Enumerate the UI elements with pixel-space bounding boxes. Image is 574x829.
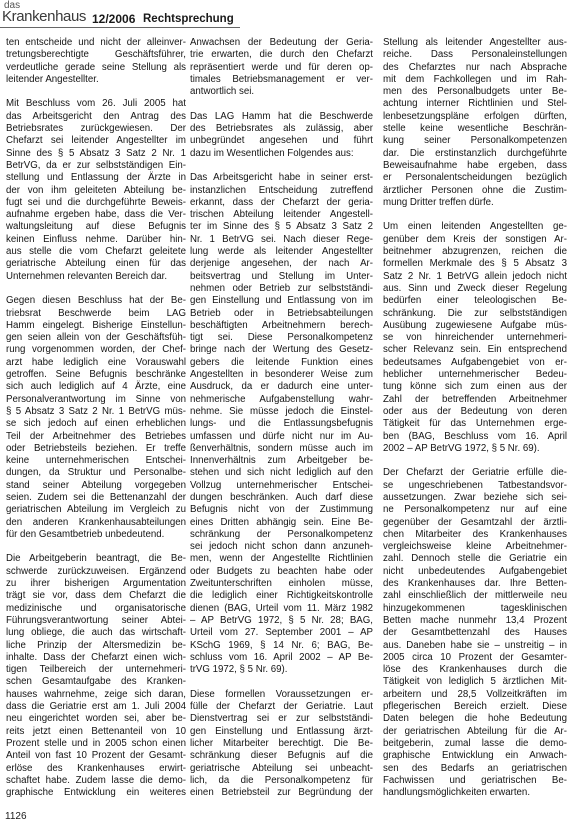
text-line: des Krankenhauses dar. Ihre Betten- (383, 578, 567, 590)
paragraph (6, 553, 186, 799)
text-line: der Gesamtbettenzahl des Hauses (383, 627, 567, 639)
text-line: Hamm eingelegt. Bisherige Einstellun- (6, 319, 186, 331)
text-line: Daten belegen die hohe Bedeutung (383, 713, 567, 725)
text-line: stand seiner Abteilung vorgegeben (6, 479, 186, 491)
text-line: lung obliege, die auch das wirtschaft- (6, 627, 186, 639)
text-line: beschäftigten Arbeitnehmern berech- (190, 319, 373, 331)
text-line: aus stelle die vom Chefarzt geleitete (6, 246, 186, 258)
text-line: verdeutliche gerade seine Stellung als (6, 61, 186, 73)
text-line: hauses wahrnehme, zeige sich daran, (6, 688, 186, 700)
text-line: einen Betriebsteil zur Begründung der (190, 787, 373, 799)
text-line: dass die Geriatrie erst am 1. Juli 2004 (6, 701, 186, 713)
text-line: tretungsberechtigte Geschäftsführer, (6, 49, 186, 61)
text-line: beitsvertrag und Stellung im Unter- (190, 270, 373, 282)
text-line: Anteil von fast 10 Prozent der Gesamt- (6, 750, 186, 762)
text-line: BetrVG, da er zur selbstständigen Ein- (6, 159, 186, 171)
text-line: gen seien allein von der Geschäftsfüh- (6, 332, 186, 344)
text-line: des Chefarztes nur nach Absprache (383, 61, 567, 73)
text-line: Die Arbeitgeberin beantragt, die Be- (6, 553, 186, 565)
text-line: schwerde zurückzuweisen. Ergänzend (6, 565, 186, 577)
text-line: heblicher unternehmerischer Bedeu- (383, 369, 567, 381)
text-line: des Betriebsrates als zulässig, aber (190, 123, 373, 135)
text-line: löse des Krankenhauses durch die (383, 664, 567, 676)
text-line: Ausdruck, da er dadurch eine unter- (190, 381, 373, 393)
text-line: ärztlicher Personen ohne die Zustim- (383, 184, 567, 196)
issue-number: 12/2006 (92, 12, 136, 26)
text-line: zu ihrer bisherigen Argumentation (6, 578, 186, 590)
text-line: trägt sie vor, dass dem Chefarzt die (6, 590, 186, 602)
text-line: nicht unbedeutendes Aufgabengebiet (383, 565, 567, 577)
text-line: schränkung. Die zur selbstständigen (383, 307, 567, 319)
text-line: dienen (BAG, Urteil vom 11. März 1982 (190, 602, 373, 614)
text-line: Unternehmen relevanten Bereich dar. (6, 270, 168, 282)
text-line: se von hinreichender unternehmeri- (383, 332, 567, 344)
text-line: stehen und sich nicht lediglich auf den (190, 467, 373, 479)
paragraph (6, 98, 186, 282)
text-line: Stellung als leitender Angestellter aus- (383, 37, 567, 48)
paragraph (190, 689, 373, 800)
text-line: der von ihm geleiteten Abteilung be- (6, 184, 186, 196)
text-line: gegenüber der Gesamtzahl der ärztli- (383, 516, 567, 528)
paragraph (6, 295, 186, 541)
paragraph (383, 467, 567, 799)
text-line: seien. Zudem sei die Bettenanzahl der (6, 491, 186, 503)
text-line: aufnahme ergeben habe, dass die Ver- (6, 209, 186, 221)
text-line: trie erwarten, die durch den Chefarzt (190, 49, 373, 61)
text-line: trischen Abteilung leitender Angestell- (190, 209, 373, 221)
text-line: mung Dritter treffen dürfe. (383, 196, 494, 208)
text-line: Zweitunterschriften einholen müsse, (190, 578, 373, 590)
text-line: keinen Einfluss nehme. Darüber hin- (6, 233, 186, 245)
text-line: Personalverantwortung im Sinne von (6, 393, 186, 405)
text-line: rung vorgenommen worden, der Chef- (6, 344, 186, 356)
text-line: hinzugekommenen tagesklinischen (383, 602, 567, 614)
text-line: trVG 1972, § 5 Nr. 69). (190, 664, 288, 676)
text-line: dungen, da Struktur und Personalbe- (6, 467, 186, 479)
header-rule (0, 27, 240, 28)
text-line: Nr. 1 BetrVG sei. Nach dieser Rege- (190, 233, 373, 245)
text-line: se sich jedoch auf einen erheblichen (6, 418, 186, 430)
text-line: arbeitern und 28,5 Vollzeitkräften im (383, 688, 567, 700)
text-column-2 (190, 37, 373, 799)
text-line: Prozent stelle und in 2005 schon einen (6, 737, 186, 749)
text-line: licher Mitarbeiter berechtigt. Die Be- (190, 737, 373, 749)
text-line: geriatrische Abteilung einen für das (6, 258, 186, 270)
text-line: triebsrat Beschwerde beim LAG (6, 307, 186, 319)
text-line: achtung interner Richtlinien und Stel- (383, 98, 567, 110)
text-line: umfassen und dürfe nicht nur im Au- (190, 430, 373, 442)
text-line: chen Mitarbeiter des Krankenhauses (383, 528, 567, 540)
text-line: graphische Entwicklung ein Anwach- (383, 750, 567, 762)
text-line: bedeutsames Aufgabengebiet von er- (383, 356, 567, 368)
text-line: aus. Sinn und Zweck dieser Regelung (383, 282, 567, 294)
text-line: dar. Die erstinstanzlich durchgeführte (383, 147, 567, 159)
text-line: Vollzug unternehmerischer Entschei- (190, 479, 373, 491)
text-line: keine unternehmerischen Entschei- (6, 455, 186, 467)
text-line: getroffen. Seine Befugnis beschränke (6, 369, 186, 381)
text-line: Beweisaufnahme habe ergeben, dass (383, 159, 567, 171)
text-line: 2005 circa 10 Prozent der Gesamter- (383, 651, 567, 663)
text-line: zahl. Dennoch stelle die Geriatrie ein (383, 553, 567, 565)
page-number: 1126 (5, 811, 27, 822)
text-line: nehmerische Aufgabenstellung wahr- (190, 393, 373, 405)
text-line: beitgeberin, zumal lasse die demo- (383, 737, 567, 749)
text-line: dungen beschränken. Auch darf diese (190, 491, 373, 503)
text-line: fülle der Chefarzt der Geriatrie. Laut (190, 701, 373, 713)
text-line: tigt sei. Diese Personalkompetenz (190, 332, 373, 344)
text-line: Betten mache nunmehr 13,4 Prozent (383, 614, 567, 626)
text-line: bringe nach der Wertung des Gesetz- (190, 344, 373, 356)
text-line: Das Arbeitsgericht habe in seiner erst- (190, 172, 373, 184)
text-line: handlungsmöglichkeiten erwarten. (383, 787, 531, 799)
text-line: Anwachsen der Bedeutung der Geria- (190, 37, 373, 48)
section-title: Rechtsprechung (143, 13, 234, 25)
text-line: formellen Merkmale des § 5 Absatz 3 (383, 258, 567, 270)
text-line: reiche. Dass Personaleinstellungen (383, 49, 567, 61)
text-line: die lediglich einer Richtigkeitskontrolle (190, 590, 373, 602)
text-line: Diese formellen Voraussetzungen er- (190, 688, 373, 700)
text-line: Fachwissen und geriatrischen Be- (383, 774, 567, 786)
text-line: timales Betriebsmanagement er ver- (190, 73, 373, 85)
text-line: § 5 Absatz 3 Satz 2 Nr. 1 BetrVG müs- (6, 405, 186, 417)
text-line: 2002 – AP BetrVG 1972, § 5 Nr. 69). (383, 442, 540, 454)
text-line: Betriebsrates zurückgewiesen. Der (6, 123, 186, 135)
text-line: antwortlich sei. (190, 86, 255, 98)
text-column-1 (6, 37, 186, 799)
text-line: lenbesetzungspläne erfolgen dürften, (383, 110, 567, 122)
text-line: gen Einstellung und Entlassung ärzt- (190, 725, 373, 737)
text-line: stelle keine wesentliche Beschrän- (383, 123, 567, 135)
text-line: Teil der Arbeitnehmer des Betriebes (6, 430, 186, 442)
text-line: medizinische und organisatorische (6, 602, 186, 614)
text-line: Zahl der betreffenden Arbeitnehmer (383, 393, 567, 405)
text-line: arzt habe lediglich eine Vorauswahl (6, 356, 186, 368)
text-line: aussetzungen. Zwar beziehe sich sei- (383, 491, 567, 503)
text-line: ßenverhältnis, sondern müsse auch im (190, 442, 373, 454)
text-line: Dienstvertrag sei er zur selbstständi- (190, 713, 373, 725)
text-line: lungs- und die Entlassungsbefugnis (190, 418, 373, 430)
text-line: tung könne sich zum einen aus der (383, 381, 567, 393)
paragraph (190, 37, 373, 98)
text-line: lich, da die Personalkompetenz für (190, 774, 373, 786)
text-line: Befugnis nicht von der Zustimmung (190, 504, 373, 516)
text-line: Mit Beschluss vom 26. Juli 2005 hat (6, 98, 186, 110)
text-line: sei jedoch nicht schon dann anzuneh- (190, 541, 373, 553)
text-line: Satz 2 Nr. 1 BetrVG allein jedoch nicht (383, 270, 567, 282)
text-line: eines Dritten abhängig sein. Eine Be- (190, 516, 373, 528)
text-line: tigen Teilbereich der unternehmeri- (6, 664, 186, 676)
text-line: sen des Bedarfs an geriatrischen (383, 762, 567, 774)
text-line: lung werde als leitender Angestellter (190, 246, 373, 258)
text-line: für den Gesamtbetrieb unbedeutend. (6, 528, 165, 540)
paragraph (383, 37, 567, 209)
text-line: liche Prinzip der Altersmedizin be- (6, 639, 186, 651)
text-line: geriatrischen Abteilung im Vergleich zu (6, 504, 186, 516)
text-line: nehmen oder Betrieb zur selbstständi- (190, 282, 373, 294)
text-line: schaftet habe. Zudem lasse die demo- (6, 774, 186, 786)
text-line: repräsentiert werde und für deren op- (190, 61, 373, 73)
text-line: schränkung der Personalkompetenz (190, 528, 373, 540)
text-line: Das LAG Hamm hat die Beschwerde (190, 110, 373, 122)
text-line: er Personalentscheidungen bezüglich (383, 172, 567, 184)
text-line: kung seiner Personalkompetenzen (383, 135, 567, 147)
text-line: Der Chefarzt der Geriatrie erfülle die- (383, 467, 567, 479)
text-line: derjenige angesehen, der nach Ar- (190, 258, 373, 270)
text-line: Betrieb oder in Betriebsabteilungen (190, 307, 373, 319)
text-line: den anderen Krankenhausabteilungen (6, 516, 186, 528)
text-line: gebers die leitende Funktion eines (190, 356, 373, 368)
text-line: ben (BAG, Beschluss vom 16. April (383, 430, 567, 442)
text-line: unbegründet angesehen und führt (190, 135, 373, 147)
text-line: Führungsverantwortung seiner Abtei- (6, 614, 186, 626)
journal-logo: Krankenhaus (2, 8, 86, 25)
text-line: schen Gesamtaufgabe des Kranken- (6, 676, 186, 688)
text-line: nehme. Sie müsse jedoch die Einstel- (190, 405, 373, 417)
text-line: oder Betriebsteils beziehen. Er treffe (6, 442, 186, 454)
text-line: vergleichsweise kleine Arbeitnehmer- (383, 541, 567, 553)
text-line: scher Relevanz sein. Ein entsprechend (383, 344, 567, 356)
text-line: ne Personalkompetenz nur auf eine (383, 504, 567, 516)
text-line: oder Budgets zu beachten habe oder (190, 565, 373, 577)
text-line: Chefarzt sei leitender Angestellter im (6, 135, 186, 147)
text-line: stellung und Entlassung der Ärzte in (6, 172, 186, 184)
text-column-3 (383, 37, 567, 799)
paragraph (190, 111, 373, 160)
text-line: instanzlichen Entscheidung zutreffend (190, 184, 373, 196)
text-line: waltungsleitung auf diese Befugnis (6, 221, 186, 233)
text-line: dazu im Wesentlichen Folgendes aus: (190, 147, 354, 159)
text-line: inhalte. Dass der Chefarzt einen wich- (6, 651, 186, 663)
text-line: gen Einstellung und Entlassung von im (190, 295, 373, 307)
text-line: zahl einschließlich der mittlerweile neu (383, 590, 567, 602)
text-line: KSchG 1969, § 14 Nr. 6; BAG, Be- (190, 639, 373, 651)
text-line: Um einen leitenden Angestellten ge- (383, 221, 567, 233)
text-line: mit dem Fachkollegen und im Rah- (383, 73, 567, 85)
text-line: Sinne des § 5 Absatz 3 Satz 2 Nr. 1 (6, 147, 186, 159)
text-line: Tätigkeit für das Unternehmen erge- (383, 418, 567, 430)
journal-logo-prefix: das (4, 0, 21, 11)
text-line: Gegen diesen Beschluss hat der Be- (6, 295, 186, 307)
text-line: se ungeschriebenen Tatbestandsvor- (383, 479, 567, 491)
text-line: Urteil vom 27. September 2001 – AP (190, 627, 373, 639)
text-line: reits jetzt einen Bettenanteil von 10 (6, 725, 186, 737)
text-line: leitender Angestellter. (6, 73, 99, 85)
text-line: genüber dem Kreis der sonstigen Ar- (383, 233, 567, 245)
text-line: sich auch lediglich auf 4 Ärzte, eine (6, 381, 186, 393)
text-line: beitnehmer abzugrenzen, reichen die (383, 246, 567, 258)
text-line: geriatrische Abteilung sei unbeacht- (190, 762, 373, 774)
text-line: aus. Daneben habe sie – unstreitig – in (383, 639, 567, 651)
text-line: graphische Entwicklung ein weiteres (6, 787, 186, 799)
text-line: – AP BetrVG 1972, § 5 Nr. 28; BAG, (190, 614, 373, 626)
paragraph (6, 37, 186, 86)
text-line: men des Personalbudgets unter Be- (383, 86, 567, 98)
text-line: oder aus der Bedeutung von deren (383, 405, 567, 417)
text-line: erkannt, dass der Chefarzt der geria- (190, 196, 373, 208)
text-line: der geriatrischen Abteilung für die Ar- (383, 725, 567, 737)
paragraph (190, 172, 373, 676)
text-line: Tätigkeit von lediglich 5 ärztlichen Mit- (383, 676, 567, 688)
text-line: bedürfen einer teleologischen Be- (383, 295, 567, 307)
text-line: Innenverhältnis zum Arbeitgeber be- (190, 455, 373, 467)
text-line: neu eingerichtet worden sei, aber be- (6, 713, 186, 725)
text-line: schluss vom 16. April 2002 – AP Be- (190, 651, 373, 663)
paragraph (383, 221, 567, 455)
text-line: das Arbeitsgericht den Antrag des (6, 110, 186, 122)
text-line: erlöse des Krankenhauses erwirt- (6, 762, 186, 774)
text-line: ten entscheide und nicht der alleinver- (6, 37, 186, 48)
text-line: fugt sei und die durchgeführte Beweis- (6, 196, 186, 208)
text-line: ter im Sinne des § 5 Absatz 3 Satz 2 (190, 221, 373, 233)
text-line: Angestellten in besonderer Weise zum (190, 369, 373, 381)
text-line: men, wenn der Angestellte Richtlinien (190, 553, 373, 565)
text-line: pflegerischen Bereich erzielt. Diese (383, 701, 567, 713)
text-line: schränkung dieser Befugnis auf die (190, 750, 373, 762)
text-line: Ausübung zugewiesene Aufgabe müs- (383, 319, 567, 331)
